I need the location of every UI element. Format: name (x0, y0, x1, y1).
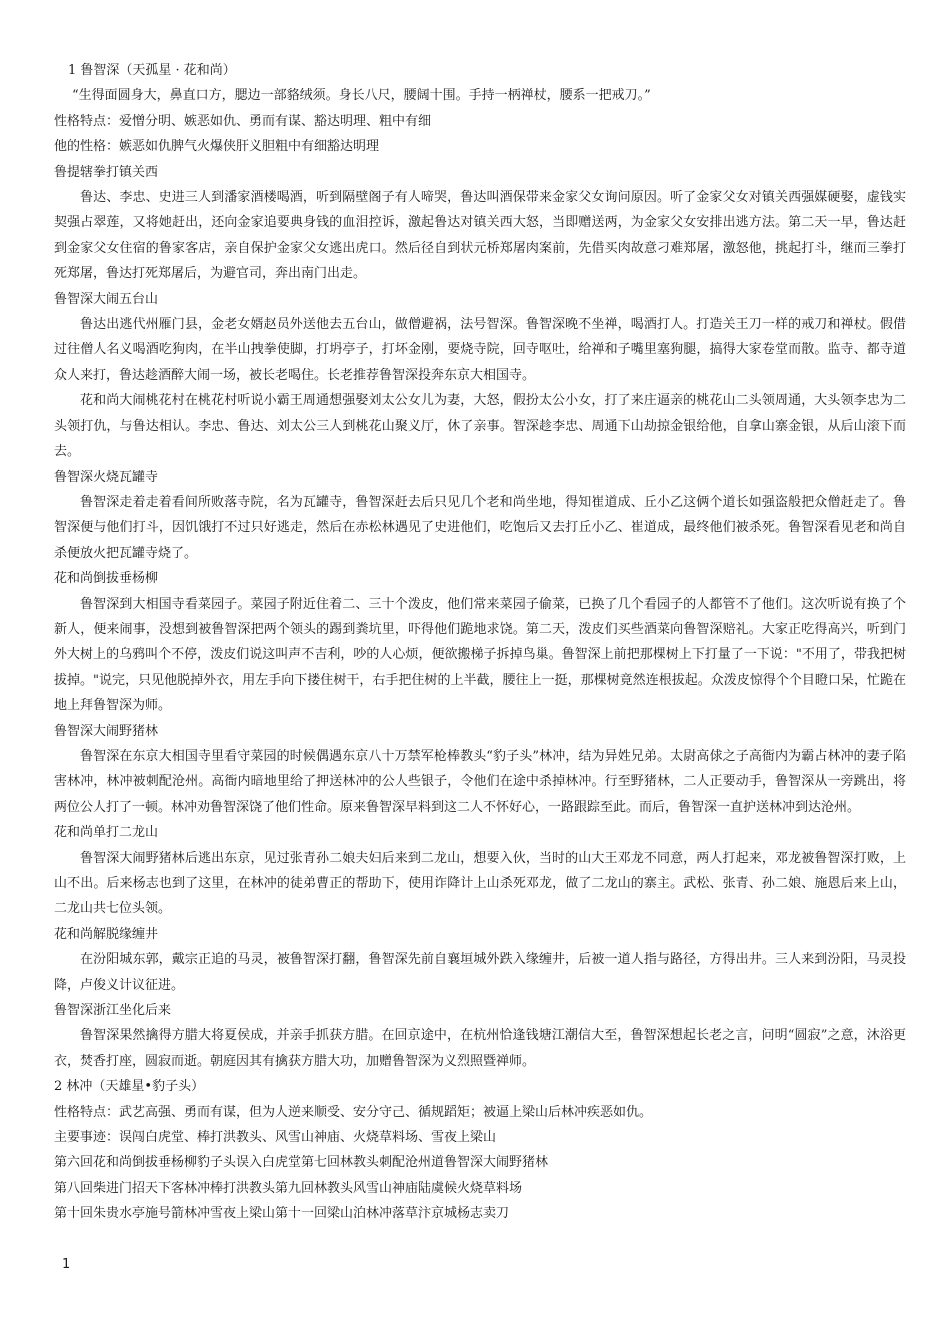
section-paragraph: 鲁智深果然擒得方腊大将夏侯成，并亲手抓获方腊。在回京途中，在杭州恰逢钱塘江潮信大至，鲁智深想起长老之言，问明“圆寂”之意，沐浴更衣，焚香打座，圆寂而逝。朝庭因其有擒获方腊大功，加赠鲁智深为义烈照暨禅师。 (54, 1028, 906, 1069)
section-heading: 鲁提辖拳打镇关西 (54, 164, 159, 180)
character1-quote: “生得面圆身大，鼻直口方，腮边一部貉绒须。身长八尺，腰阔十围。手持一柄禅杖，腰系一把戒刀。” (72, 88, 651, 104)
section-heading: 鲁智深大闹野猪林 (54, 723, 159, 739)
character2-title: 2 林冲（天雄星•豹子头） (54, 1079, 205, 1095)
chapter-list-item: 第八回柴进门招天下客林冲棒打洪教头第九回林教头风雪山神庙陆虞候火烧草料场 (54, 1180, 523, 1196)
section-heading: 鲁智深浙江坐化后来 (54, 1003, 172, 1019)
document-page (54, 58, 906, 1227)
section-paragraph: 鲁智深到大相国寺看菜园子。菜园子附近住着二、三十个泼皮，他们常来菜园子偷菜，已换了几个看园子的人都管不了他们。这次听说有换了个新人，便来闹事，没想到被鲁智深把两个领头的踢到粪坑里，吓得他们跪地求饶。第二天，泼皮们买些酒菜向鲁智深赔礼。大家正吃得高兴，听到门外大树上的乌鸦叫个不停，泼皮们说这叫声不吉利，吵的人心烦，便欲搬梯子拆掉鸟巢。鲁智深上前把那棵树上下打量了一下说："不用了，带我把树拔掉。"说完，只见他脱掉外衣，用左手向下搂住树干，右手把住树的上半截，腰往上一挺，那棵树竟然连根拔起。众泼皮惊得个个目瞪口呆，忙跪在地上拜鲁智深为师。 (54, 596, 906, 714)
section-heading: 鲁智深大闹五台山 (54, 291, 159, 307)
character1-title: 1 鲁智深（天孤星 · 花和尚） (68, 63, 236, 78)
section-paragraph: 鲁智深在东京大相国寺里看守菜园的时候偶遇东京八十万禁军枪棒教头“豹子头”林冲，结为异姓兄弟。太尉高俅之子高衙内为霸占林冲的妻子陷害林冲，林冲被刺配沧州。高衙内暗地里给了押送林冲的公人些银子，令他们在途中杀掉林冲。行至野猪林，二人正要动手，鲁智深从一旁跳出，将两位公人打了一顿。林冲劝鲁智深饶了他们性命。原来鲁智深早料到这二人不怀好心，一路跟踪至此。而后，鲁智深一直护送林冲到达沧州。 (54, 748, 906, 815)
character1-traits: 性格特点：爱憎分明、嫉恶如仇、勇而有谋、豁达明理、粗中有细 (54, 113, 432, 129)
section-paragraph: 鲁达、李忠、史进三人到潘家酒楼喝酒，听到隔壁阁子有人啼哭，鲁达叫酒保带来金家父女询问原因。听了金家父女对镇关西强媒硬娶，虚钱实契强占翠莲，又将她赶出，还向金家追要典身钱的血泪控诉，激起鲁达对镇关西大怒，当即赠送两，为金家父女安排出逃方法。第二天一早，鲁达赶到金家父女住宿的鲁家客店，亲自保护金家父女逃出虎口。然后径自到状元桥郑屠肉案前，先借买肉故意刁难郑屠，激怒他，挑起打斗，继而三拳打死郑屠，鲁达打死郑屠后，为避官司，奔出南门出走。 (54, 190, 906, 282)
chapter-list-item: 第六回花和尚倒拔垂杨柳豹子头误入白虎堂第七回林教头刺配沧州道鲁智深大闹野猪林 (54, 1155, 549, 1171)
section-paragraph: 在汾阳城东郭，戴宗正追的马灵，被鲁智深打翻，鲁智深先前自襄垣城外跌入缘缠井，后被一道人指与路径，方得出井。三人来到汾阳，马灵投降，卢俊义计议征进。 (54, 952, 906, 993)
section-paragraph: 鲁智深大闹野猪林后逃出东京，见过张青孙二娘夫妇后来到二龙山，想要入伙，当时的山大王邓龙不同意，两人打起来，邓龙被鲁智深打败，上山不出。后来杨志也到了这里，在林冲的徒弟曹正的帮助下，使用诈降计上山杀死邓龙，做了二龙山的寨主。武松、张青、孙二娘、施恩后来上山，二龙山共七位头领。 (54, 850, 906, 917)
character1-personality: 他的性格：嫉恶如仇脾气火爆侠肝义胆粗中有细豁达明理 (54, 139, 380, 155)
character2-events: 主要事迹：误闯白虎堂、棒打洪教头、风雪山神庙、火烧草料场、雪夜上梁山 (54, 1130, 497, 1146)
section-heading: 鲁智深火烧瓦罐寺 (54, 469, 159, 485)
section-paragraph: 鲁达出逃代州雁门县，金老女婿赵员外送他去五台山，做僧避祸，法号智深。鲁智深晚不坐禅，喝酒打人。打造关王刀一样的戒刀和禅杖。假借过往僧人名义喝酒吃狗肉，在半山拽拳使脚，打坍亭子，打坏金刚，要烧寺院，回寺呕吐，给禅和子嘴里塞狗腿，搞得大家卷堂而散。监寺、都寺道众人来打，鲁达趁酒醉大闹一场，被长老喝住。长老推荐鲁智深投奔东京大相国寺。 (54, 317, 906, 383)
chapter-list-item: 第十回朱贵水亭施号箭林冲雪夜上梁山第十一回梁山泊林冲落草汴京城杨志卖刀 (54, 1206, 510, 1222)
character2-traits: 性格特点：武艺高强、勇而有谋，但为人逆来顺受、安分守己、循规蹈矩；被逼上梁山后林冲疾恶如仇。 (54, 1104, 653, 1120)
page-number: 1 (62, 1257, 71, 1272)
section-paragraph: 花和尚大闹桃花村在桃花村听说小霸王周通想强娶刘太公女儿为妻，大怒，假扮太公小女，打了来庄逼亲的桃花山二头领周通，大头领李忠为二头领打仇，与鲁达相认。李忠、鲁达、刘太公三人到桃花山聚义厅，休了亲事。智深趁李忠、周通下山劫掠金银给他，自拿山寨金银，从后山滚下而去。 (54, 393, 906, 460)
section-paragraph: 鲁智深走着走着看间所败落寺院，名为瓦罐寺，鲁智深赶去后只见几个老和尚坐地，得知崔道成、丘小乙这俩个道长如强盗般把众僧赶走了。鲁智深便与他们打斗，因饥饿打不过只好逃走，然后在赤松林遇见了史进他们，吃饱后又去打丘小乙、崔道成，最终他们被杀死。鲁智深看见老和尚自杀便放火把瓦罐寺烧了。 (54, 494, 906, 561)
section-heading: 花和尚解脱缘缠井 (54, 926, 159, 942)
section-heading: 花和尚倒拔垂杨柳 (54, 571, 159, 587)
section-heading: 花和尚单打二龙山 (54, 825, 159, 841)
